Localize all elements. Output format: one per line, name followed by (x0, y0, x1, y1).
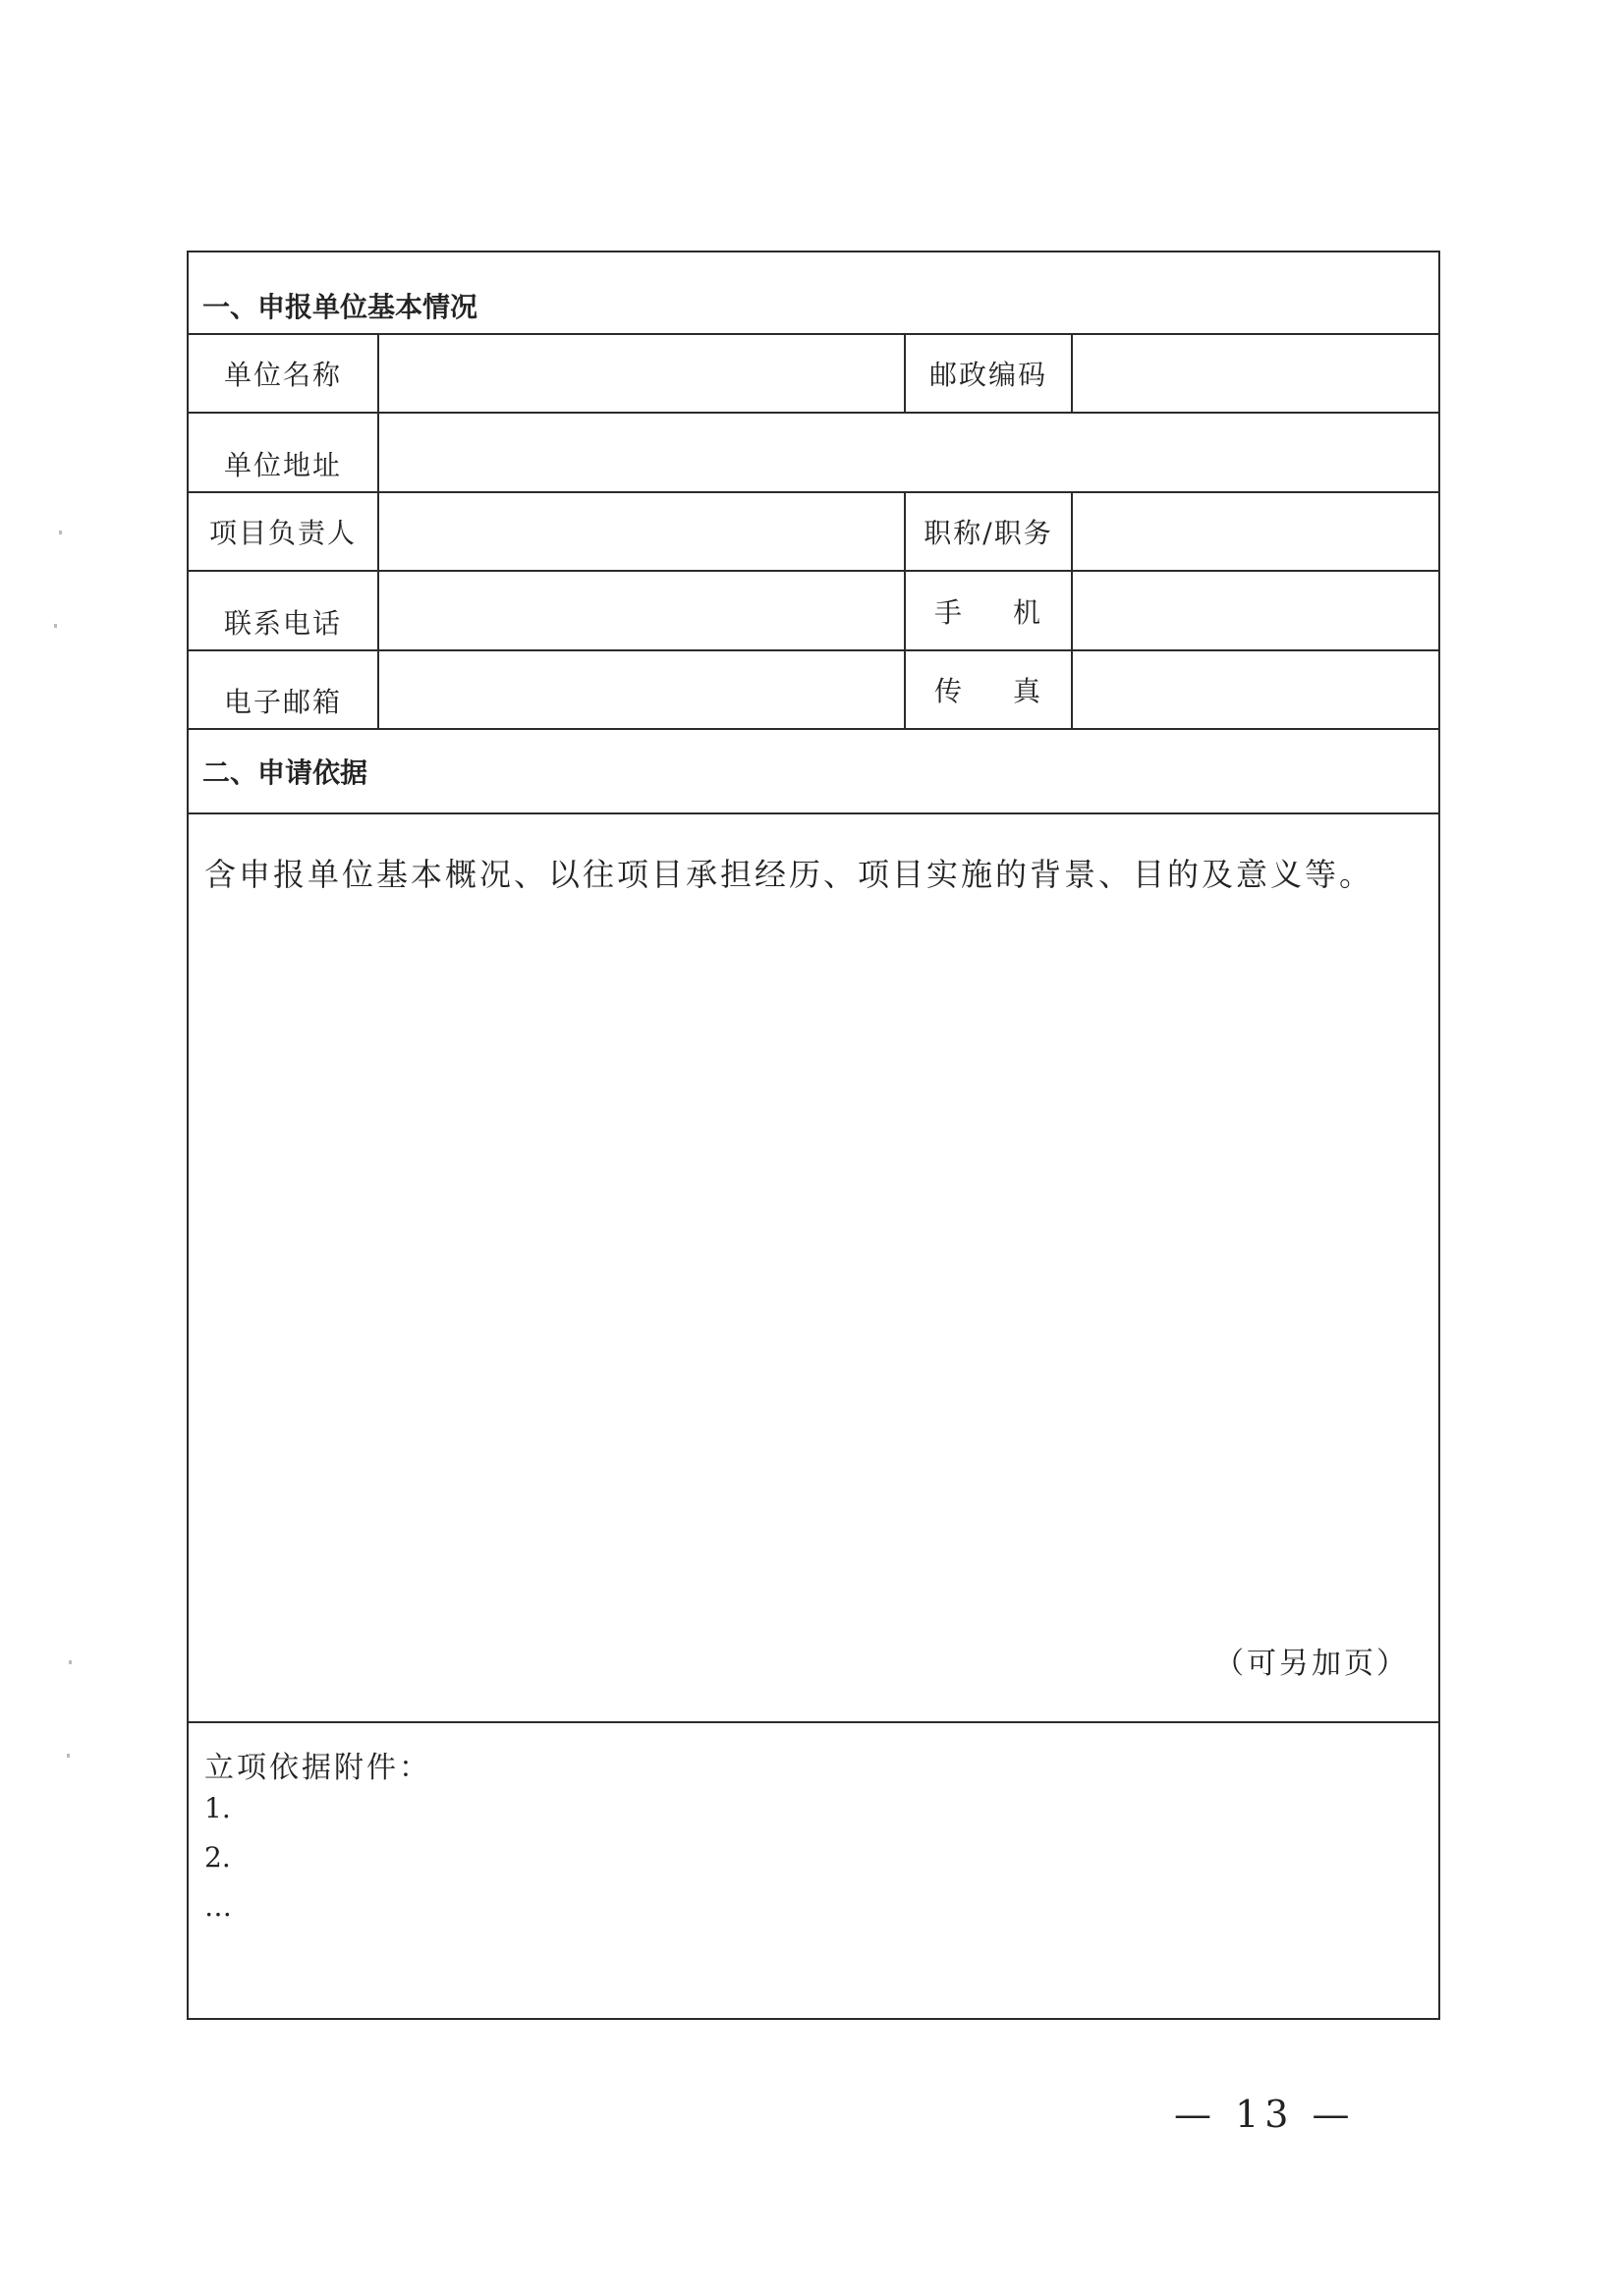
unit-name-field[interactable] (378, 334, 905, 413)
project-leader-label: 项目负责人 (188, 492, 378, 571)
mobile-label-cell (905, 571, 1072, 650)
scan-speck (67, 1754, 70, 1758)
fax-label: 传真 (934, 675, 1042, 707)
basis-description: 含申报单位基本概况、以往项目承担经历、项目实施的背景、目的及意义等。 (204, 856, 1374, 893)
title-position-field[interactable] (1072, 492, 1439, 571)
scan-speck (69, 1660, 72, 1664)
postal-code-label: 邮政编码 (905, 334, 1072, 413)
section-basis-title: 二、申请依据 (202, 756, 368, 789)
contact-phone-field[interactable] (378, 571, 905, 650)
row-unit-address (188, 413, 1439, 492)
fax-label-cell (905, 650, 1072, 729)
row-basis-body (188, 813, 1439, 1722)
attachments-area[interactable] (188, 1722, 1439, 2019)
unit-address-label: 单位地址 (188, 413, 378, 492)
unit-name-label: 单位名称 (188, 334, 378, 413)
scan-speck (59, 531, 62, 534)
email-field[interactable] (378, 650, 905, 729)
attachment-item-2: 2. (204, 1841, 231, 1874)
title-position-label: 职称/职务 (905, 492, 1072, 571)
project-leader-field[interactable] (378, 492, 905, 571)
email-label: 电子邮箱 (188, 650, 378, 729)
row-email (188, 650, 1439, 729)
basis-text-area[interactable] (188, 813, 1439, 1722)
fax-field[interactable] (1072, 650, 1439, 729)
contact-phone-label: 联系电话 (188, 571, 378, 650)
attachment-item-1: 1. (204, 1792, 231, 1824)
unit-address-field[interactable] (378, 413, 1439, 492)
section-basic-info-header (188, 252, 1439, 334)
row-project-leader (188, 492, 1439, 571)
section-basis-header (188, 729, 1439, 813)
postal-code-field[interactable] (1072, 334, 1439, 413)
mobile-field[interactable] (1072, 571, 1439, 650)
section-basic-info-title: 一、申报单位基本情况 (202, 291, 478, 323)
attachment-item-more: … (204, 1890, 232, 1923)
mobile-label: 手机 (934, 595, 1042, 629)
row-unit-name (188, 334, 1439, 413)
attachments-title: 立项依据附件： (204, 1751, 431, 1785)
scan-speck (54, 624, 57, 628)
row-attachments (188, 1722, 1439, 2019)
extra-page-note: （可另加页） (1214, 1647, 1410, 1681)
page-number: — 13 — (1174, 2093, 1356, 2136)
application-form-table (187, 251, 1440, 2020)
row-contact-phone (188, 571, 1439, 650)
